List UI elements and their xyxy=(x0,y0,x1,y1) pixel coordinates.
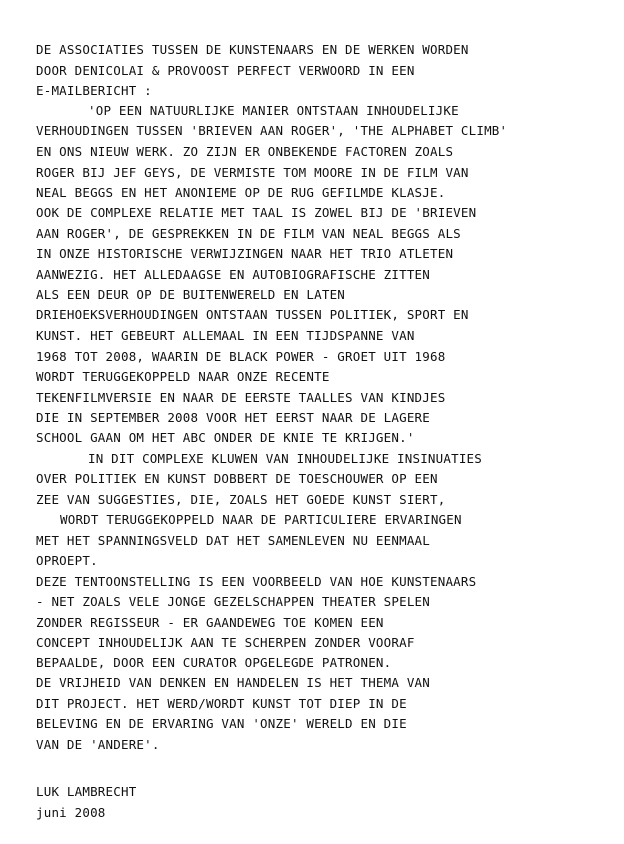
text-line: DRIEHOEKSVERHOUDINGEN ONTSTAAN TUSSEN POLITIEK, SPORT EN xyxy=(36,307,469,322)
text-line: OVER POLITIEK EN KUNST DOBBERT DE TOESCHOUWER OP EEN xyxy=(36,471,438,486)
text-line: MET HET SPANNINGSVELD DAT HET SAMENLEVEN NU EENMAAL xyxy=(36,533,431,548)
text-line: EN ONS NIEUW WERK. ZO ZIJN ER ONBEKENDE FACTOREN ZOALS xyxy=(36,144,454,159)
text-line: E-MAILBERICHT : xyxy=(36,83,152,98)
text-line: DIE IN SEPTEMBER 2008 VOOR HET EERST NAAR DE LAGERE xyxy=(36,410,431,425)
text-line: DIT PROJECT. HET WERD/WORDT KUNST TOT DIEP IN DE xyxy=(36,696,407,711)
text-line: 'OP EEN NATUURLIJKE MANIER ONTSTAAN INHOUDELIJKE xyxy=(88,103,459,118)
text-line: BELEVING EN DE ERVARING VAN 'ONZE' WERELD EN DIE xyxy=(36,716,407,731)
author-name: LUK LAMBRECHT xyxy=(36,784,137,799)
text-line: KUNST. HET GEBEURT ALLEMAAL IN EEN TIJDSPANNE VAN xyxy=(36,328,415,343)
text-line: WORDT TERUGGEKOPPELD NAAR ONZE RECENTE xyxy=(36,369,330,384)
text-line: ALS EEN DEUR OP DE BUITENWERELD EN LATEN xyxy=(36,287,346,302)
text-line: AAN ROGER', DE GESPREKKEN IN DE FILM VAN NEAL BEGGS ALS xyxy=(36,226,461,241)
text-line: VAN DE 'ANDERE'. xyxy=(36,737,160,752)
text-line: ROGER BIJ JEF GEYS, DE VERMISTE TOM MOORE IN DE FILM VAN xyxy=(36,165,469,180)
text-line: IN DIT COMPLEXE KLUWEN VAN INHOUDELIJKE INSINUATIES xyxy=(88,451,483,466)
text-line: BEPAALDE, DOOR EEN CURATOR OPGELEGDE PATRONEN. xyxy=(36,655,392,670)
text-line: ZEE VAN SUGGESTIES, DIE, ZOALS HET GOEDE KUNST SIERT, xyxy=(36,492,446,507)
text-line: SCHOOL GAAN OM HET ABC ONDER DE KNIE TE KRIJGEN.' xyxy=(36,430,415,445)
text-line: VERHOUDINGEN TUSSEN 'BRIEVEN AAN ROGER', 'THE ALPHABET CLIMB' xyxy=(36,123,508,138)
text-line: DE ASSOCIATIES TUSSEN DE KUNSTENAARS EN DE WERKEN WORDEN xyxy=(36,42,469,57)
text-line: DE VRIJHEID VAN DENKEN EN HANDELEN IS HET THEMA VAN xyxy=(36,675,431,690)
text-line: OPROEPT. xyxy=(36,553,98,568)
text-line: AANWEZIG. HET ALLEDAAGSE EN AUTOBIOGRAFISCHE ZITTEN xyxy=(36,267,431,282)
text-line: ZONDER REGISSEUR - ER GAANDEWEG TOE KOMEN EEN xyxy=(36,615,384,630)
text-line: NEAL BEGGS EN HET ANONIEME OP DE RUG GEFILMDE KLASJE. xyxy=(36,185,446,200)
text-line: DOOR DENICOLAI & PROVOOST PERFECT VERWOORD IN EEN xyxy=(36,63,415,78)
text-line: - NET ZOALS VELE JONGE GEZELSCHAPPEN THEATER SPELEN xyxy=(36,594,431,609)
text-line: CONCEPT INHOUDELIJK AAN TE SCHERPEN ZONDER VOORAF xyxy=(36,635,415,650)
text-line: WORDT TERUGGEKOPPELD NAAR DE PARTICULIERE ERVARINGEN xyxy=(60,512,462,527)
text-line: TEKENFILMVERSIE EN NAAR DE EERSTE TAALLES VAN KINDJES xyxy=(36,390,446,405)
text-line: 1968 TOT 2008, WAARIN DE BLACK POWER - GROET UIT 1968 xyxy=(36,349,446,364)
text-line: IN ONZE HISTORISCHE VERWIJZINGEN NAAR HET TRIO ATLETEN xyxy=(36,246,454,261)
text-line: DEZE TENTOONSTELLING IS EEN VOORBEELD VAN HOE KUNSTENAARS xyxy=(36,574,477,589)
text-line: OOK DE COMPLEXE RELATIE MET TAAL IS ZOWEL BIJ DE 'BRIEVEN xyxy=(36,205,477,220)
signature-date: juni 2008 xyxy=(36,805,106,820)
